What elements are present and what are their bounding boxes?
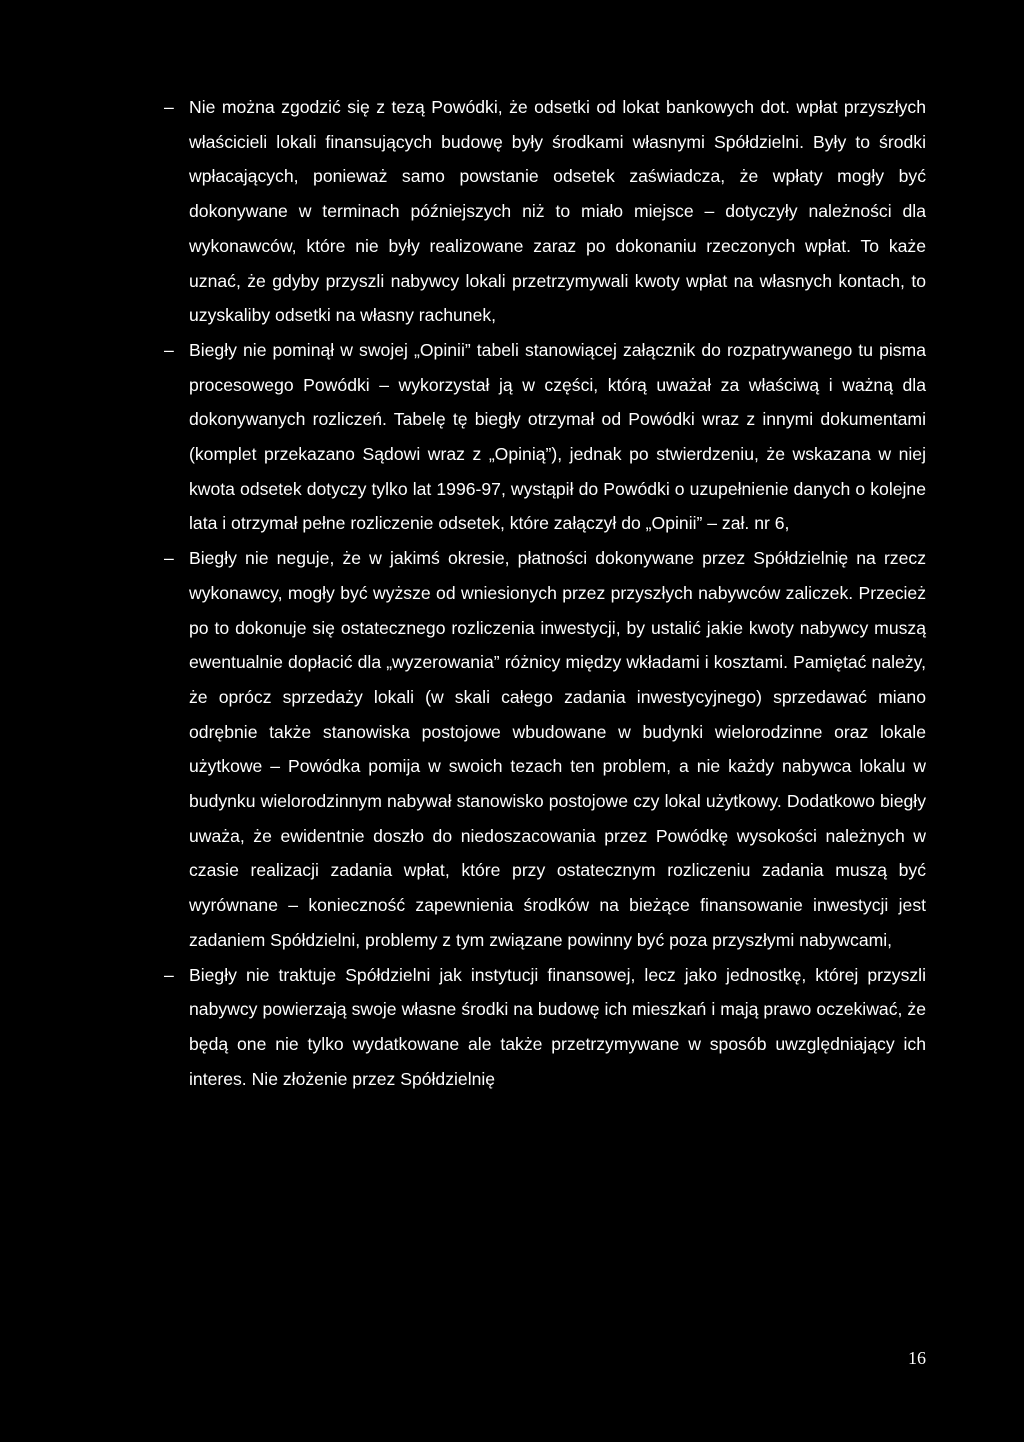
page-number: 16	[908, 1348, 926, 1368]
list-item	[164, 541, 926, 957]
list-item-text: Nie można zgodzić się z tezą Powódki, że odsetki od lokat bankowych dot. wpłat przyszłych właścicieli lokali finansujących budowę były środkami własnymi Spółdzielni. Były to środki wpłacających, ponieważ samo powstanie odsetek zaświadcza, że wpłaty mogły być dokonywane w terminach późniejszych niż to miało miejsce – dotyczyły należności dla wykonawców, które nie były realizowane zaraz po dokonaniu rzeczonych wpłat. To każe uznać, że gdyby przyszli nabywcy lokali przetrzymywali kwoty wpłat na własnych kontach, to uzyskaliby odsetki na własny rachunek,	[189, 97, 926, 326]
list-item-text: Biegły nie neguje, że w jakimś okresie, płatności dokonywane przez Spółdzielnię na rzecz wykonawcy, mogły być wyższe od wniesionych przez przyszłych nabywców zaliczek. Przecież po to dokonuje się ostatecznego rozliczenia inwestycji, by ustalić jakie kwoty nabywcy muszą ewentualnie dopłacić dla „wyzerowania” różnicy między wkładami i kosztami. Pamiętać należy, że oprócz sprzedaży lokali (w skali całego zadania inwestycyjnego) sprzedawać miano odrębnie także stanowiska postojowe wbudowane w budynki wielorodzinne oraz lokale użytkowe – Powódka pomija w swoich tezach ten problem, a nie każdy nabywca lokalu w budynku wielorodzinnym nabywał stanowisko postojowe czy lokal użytkowy. Dodatkowo biegły uważa, że ewidentnie doszło do niedoszacowania przez Powódkę wysokości należnych w czasie realizacji zadania wpłat, które przy ostatecznym rozliczeniu zadania muszą być wyrównane – konieczność zapewnienia środków na bieżące finansowanie inwestycji jest zadaniem Spółdzielni, problemy z tym związane powinny być poza przyszłymi nabywcami,	[189, 548, 926, 950]
list-bullet: –	[164, 97, 174, 117]
list-bullet: –	[164, 339, 174, 360]
document-body	[164, 90, 926, 1096]
list-item	[164, 333, 926, 541]
list-item-text: Biegły nie traktuje Spółdzielni jak instytucji finansowej, lecz jako jednostkę, której przyszli nabywcy powierzają swoje własne środki na budowę ich mieszkań i mają prawo oczekiwać, że będą one nie tylko wydatkowane ale także przetrzymywane w sposób uwzględniający ich interes. Nie złożenie przez Spółdzielnię	[189, 964, 926, 1089]
list-bullet: –	[164, 548, 174, 569]
list-item	[164, 90, 926, 333]
list-bullet: –	[164, 964, 174, 985]
list-item	[164, 958, 926, 1097]
list-item-text: Biegły nie pominął w swojej „Opinii” tabeli stanowiącej załącznik do rozpatrywanego tu pisma procesowego Powódki – wykorzystał ją w części, którą uważał za właściwą i ważną dla dokonywanych rozliczeń. Tabelę tę biegły otrzymał od Powódki wraz z innymi dokumentami (komplet przekazano Sądowi wraz z „Opinią”), jednak po stwierdzeniu, że wskazana w niej kwota odsetek dotyczy tylko lat 1996-97, wystąpił do Powódki o uzupełnienie danych o kolejne lata i otrzymał pełne rozliczenie odsetek, które załączył do „Opinii” – zał. nr 6,	[189, 339, 926, 534]
